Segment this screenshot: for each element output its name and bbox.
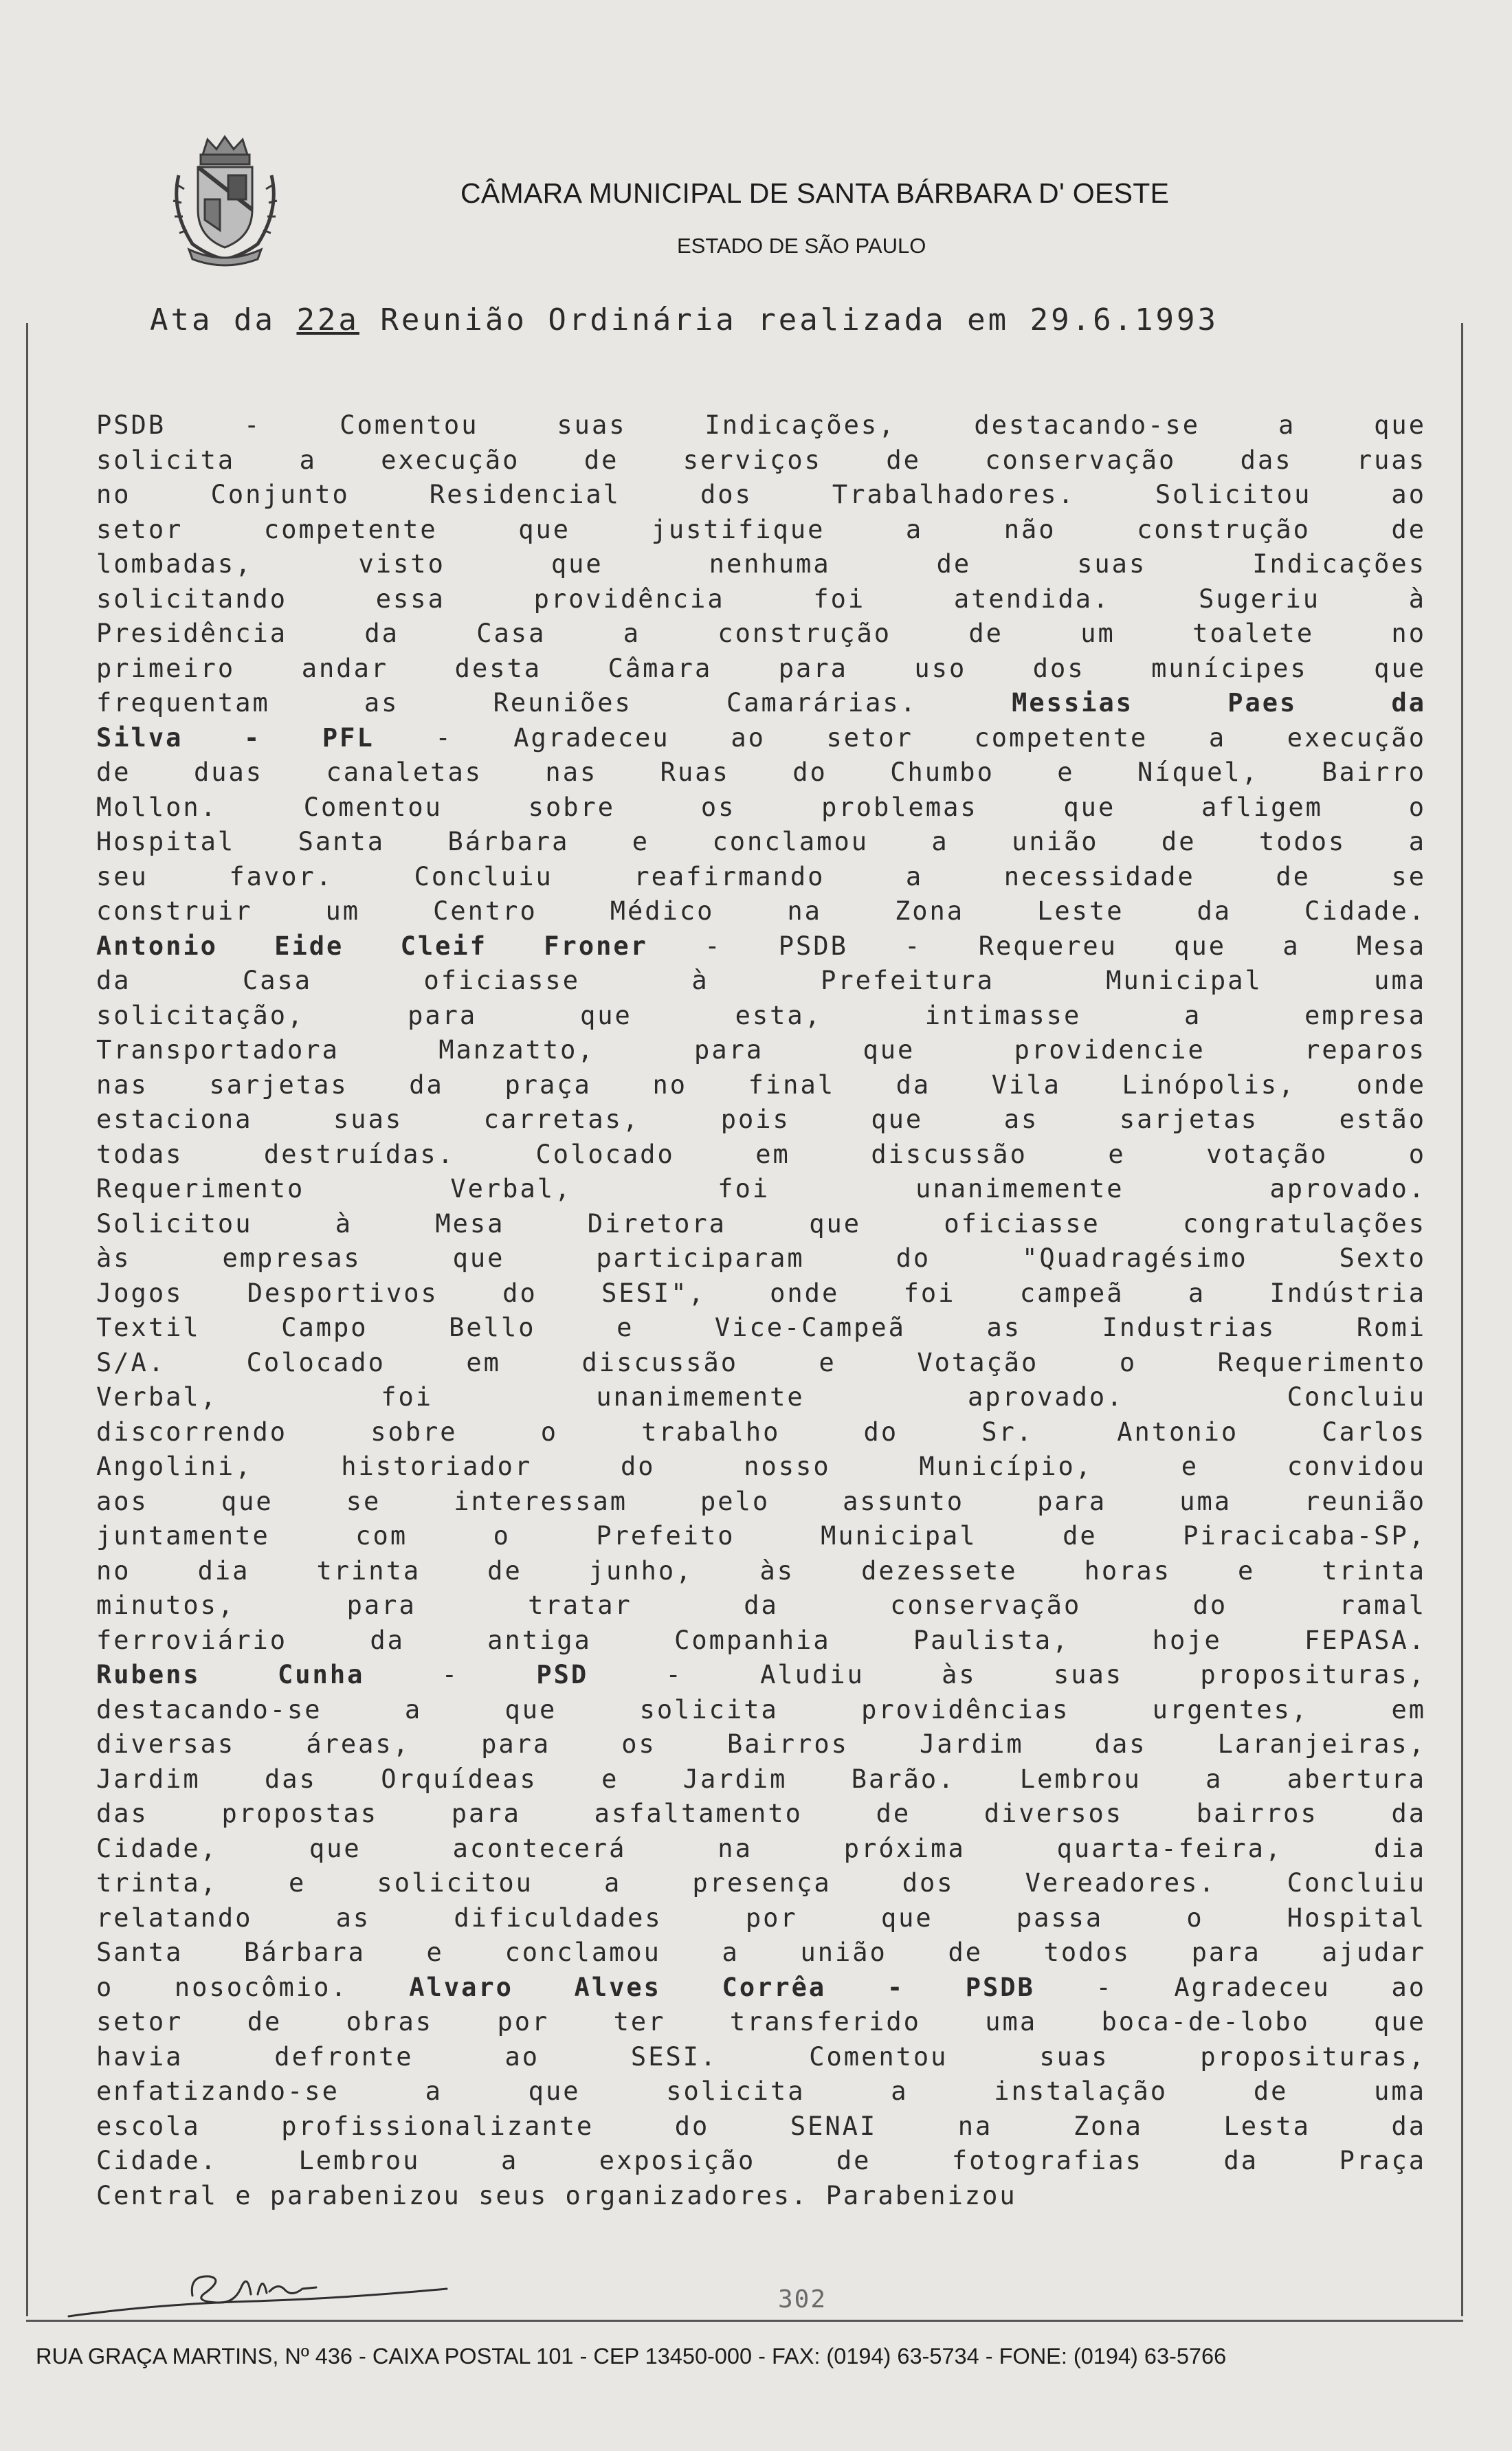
speaker-name: Silva - PFL: [96, 722, 375, 753]
text-line: [96, 755, 1426, 790]
line-segment: construir um Centro Médico na Zona Leste da Cidade.: [96, 896, 1426, 926]
text-line: [96, 1068, 1426, 1103]
line-segment: PSDB - Comentou suas Indicações, destacando-se a que: [96, 410, 1426, 440]
line-segment: Verbal, foi unanimemente aprovado. Concluiu: [96, 1382, 1426, 1412]
line-segment: às empresas que participaram do "Quadragésimo Sexto: [96, 1243, 1426, 1273]
footer-address: RUA GRAÇA MARTINS, Nº 436 - CAIXA POSTAL 101 - CEP 13450-000 - FAX: (0194) 63-5734 - FONE: (0194) 63-5766: [36, 2344, 1227, 2369]
line-segment: trinta, e solicitou a presença dos Vereadores. Concluiu: [96, 1868, 1426, 1898]
line-segment: de duas canaletas nas Ruas do Chumbo e Níquel, Bairro: [96, 757, 1426, 787]
line-segment: ferroviário da antiga Companhia Paulista, hoje FEPASA.: [96, 1625, 1426, 1655]
municipal-coat-of-arms: [165, 134, 285, 268]
line-segment: Transportadora Manzatto, para que providencie reparos: [96, 1035, 1426, 1065]
text-line: [96, 1866, 1426, 1901]
title-suffix: Reunião Ordinária realizada em 29.6.1993: [359, 302, 1219, 337]
text-line: [96, 1241, 1426, 1276]
line-segment: Mollon. Comentou sobre os problemas que afligem o: [96, 792, 1426, 822]
text-line: [96, 1554, 1426, 1589]
line-segment: solicitando essa providência foi atendida. Sugeriu à: [96, 584, 1426, 614]
text-line: [96, 1971, 1426, 2006]
text-line: [96, 825, 1426, 860]
text-line: [96, 443, 1426, 478]
institution-name: CÂMARA MUNICIPAL DE SANTA BÁRBARA D' OESTE: [460, 177, 1170, 209]
line-segment: discorrendo sobre o trabalho do Sr. Antonio Carlos: [96, 1417, 1426, 1447]
text-line: [96, 2144, 1426, 2179]
line-segment: Cidade, que acontecerá na próxima quarta-feira, dia: [96, 1833, 1426, 1863]
text-line: [96, 1415, 1426, 1450]
line-segment: setor de obras por ter transferido uma boca-de-lobo que: [96, 2007, 1426, 2037]
line-segment: Santa Bárbara e conclamou a união de todos para ajudar: [96, 1938, 1426, 1967]
line-segment: - Agradeceu ao setor competente a execução: [374, 722, 1426, 753]
line-segment: diversas áreas, para os Bairros Jardim das Laranjeiras,: [96, 1729, 1426, 1759]
line-segment: enfatizando-se a que solicita a instalação de uma: [96, 2076, 1426, 2106]
line-segment: o nosocômio.: [96, 1972, 410, 2002]
minutes-body: [96, 408, 1426, 2213]
text-line: [96, 1033, 1426, 1068]
text-line: [96, 582, 1426, 617]
text-line: [96, 1138, 1426, 1173]
line-segment: escola profissionalizante do SENAI na Zona Lesta da: [96, 2111, 1426, 2141]
line-segment: da Casa oficiasse à Prefeitura Municipal uma: [96, 966, 1426, 995]
text-line: [96, 964, 1426, 999]
line-segment: setor competente que justifique a não construção de: [96, 514, 1426, 544]
line-segment: minutos, para tratar da conservação do ramal: [96, 1590, 1426, 1620]
state-name: ESTADO DE SÃO PAULO: [677, 234, 926, 258]
line-segment: Cidade. Lembrou a exposição de fotografias da Praça: [96, 2146, 1426, 2175]
line-segment: no Conjunto Residencial dos Trabalhadores. Solicitou ao: [96, 480, 1426, 509]
text-line: [96, 1519, 1426, 1554]
text-line: [96, 999, 1426, 1034]
text-line: [96, 408, 1426, 443]
text-line: [96, 790, 1426, 825]
text-line: [96, 1588, 1426, 1623]
text-line: [96, 617, 1426, 652]
line-segment: Presidência da Casa a construção de um toalete no: [96, 619, 1426, 648]
speaker-name: Antonio Eide Cleif Froner: [96, 931, 648, 961]
text-line: [96, 1102, 1426, 1138]
line-segment: destacando-se a que solicita providências urgentes, em: [96, 1694, 1426, 1724]
text-line: [96, 1727, 1426, 1762]
line-segment: nas sarjetas da praça no final da Vila Linópolis, onde: [96, 1069, 1426, 1100]
handwritten-signature: [55, 2261, 467, 2323]
line-segment: solicita a execução de serviços de conservação das ruas: [96, 445, 1426, 475]
text-line: [96, 2074, 1426, 2109]
text-line: [96, 1276, 1426, 1311]
left-margin-rule: [26, 323, 28, 2316]
text-line: [96, 1658, 1426, 1693]
text-line: [96, 547, 1426, 582]
line-segment: havia defronte ao SESI. Comentou suas proposituras,: [96, 2041, 1426, 2072]
line-segment: frequentam as Reuniões Camarárias.: [96, 688, 1012, 718]
line-segment: todas destruídas. Colocado em discussão e votação o: [96, 1139, 1426, 1169]
text-line: [96, 2040, 1426, 2075]
speaker-name: PSD: [536, 1660, 589, 1689]
line-segment: Jardim das Orquídeas e Jardim Barão. Lembrou a abertura: [96, 1764, 1426, 1794]
text-line: [96, 1797, 1426, 1832]
text-line: [96, 929, 1426, 964]
speaker-name: Messias Paes da: [1012, 688, 1426, 718]
text-line: [96, 1485, 1426, 1520]
session-number: 22a: [296, 302, 359, 337]
line-segment: no dia trinta de junho, às dezessete horas e trinta: [96, 1555, 1426, 1586]
line-segment: relatando as dificuldades por que passa o Hospital: [96, 1903, 1426, 1933]
line-segment: Solicitou à Mesa Diretora que oficiasse congratulações: [96, 1208, 1426, 1239]
text-line: [96, 1450, 1426, 1485]
text-line: [96, 1172, 1426, 1207]
line-segment: Central e parabenizou seus organizadores. Parabenizou: [96, 2180, 1017, 2210]
right-margin-rule: [1461, 323, 1463, 2316]
text-line: [96, 686, 1426, 721]
line-segment: Angolini, historiador do nosso Município, e convidou: [96, 1452, 1426, 1481]
text-line: [96, 1936, 1426, 1971]
line-segment: solicitação, para que esta, intimasse a empresa: [96, 1000, 1426, 1030]
text-line: [96, 894, 1426, 929]
text-line: [96, 2109, 1426, 2144]
line-segment: - PSDB - Requereu que a Mesa: [647, 931, 1426, 961]
speaker-name: Alvaro Alves Corrêa - PSDB: [409, 1972, 1035, 2002]
line-segment: Jogos Desportivos do SESI", onde foi campeã a Indústria: [96, 1278, 1426, 1308]
line-segment: aos que se interessam pelo assunto para uma reunião: [96, 1486, 1426, 1516]
text-line: [96, 1207, 1426, 1242]
text-line: [96, 1311, 1426, 1346]
line-segment: seu favor. Concluiu reafirmando a necessidade de se: [96, 861, 1426, 891]
text-line: [96, 1623, 1426, 1659]
text-line: [96, 478, 1426, 513]
text-line: [96, 1832, 1426, 1867]
speaker-name: Rubens Cunha: [96, 1660, 365, 1689]
line-segment: estaciona suas carretas, pois que as sarjetas estão: [96, 1105, 1426, 1134]
text-line: [96, 721, 1426, 756]
line-segment: Hospital Santa Bárbara e conclamou a união de todos a: [96, 827, 1426, 856]
line-segment: primeiro andar desta Câmara para uso dos munícipes que: [96, 653, 1426, 683]
line-segment: lombadas, visto que nenhuma de suas Indicações: [96, 549, 1426, 579]
line-segment: - Aludiu às suas proposituras,: [588, 1660, 1426, 1689]
text-line: [96, 2005, 1426, 2040]
title-prefix: Ata da: [150, 302, 297, 337]
page-number: 302: [778, 2285, 827, 2314]
text-line: [96, 1346, 1426, 1381]
line-segment: - Agradeceu ao: [1034, 1972, 1426, 2002]
line-segment: S/A. Colocado em discussão e Votação o Requerimento: [96, 1347, 1426, 1377]
text-line: [96, 860, 1426, 895]
text-line: [96, 1762, 1426, 1797]
line-segment: das propostas para asfaltamento de diversos bairros da: [96, 1799, 1426, 1828]
line-segment: Requerimento Verbal, foi unanimemente aprovado.: [96, 1174, 1426, 1204]
text-line: [96, 1380, 1426, 1415]
text-line: [96, 1693, 1426, 1728]
line-segment: Textil Campo Bello e Vice-Campeã as Industrias Romi: [96, 1313, 1426, 1342]
text-line: [96, 652, 1426, 687]
line-segment: -: [364, 1660, 537, 1689]
line-segment: juntamente com o Prefeito Municipal de Piracicaba-SP,: [96, 1521, 1426, 1551]
text-line: [96, 2179, 1426, 2214]
minutes-title: [150, 302, 1219, 337]
text-line: [96, 1901, 1426, 1936]
text-line: [96, 513, 1426, 548]
